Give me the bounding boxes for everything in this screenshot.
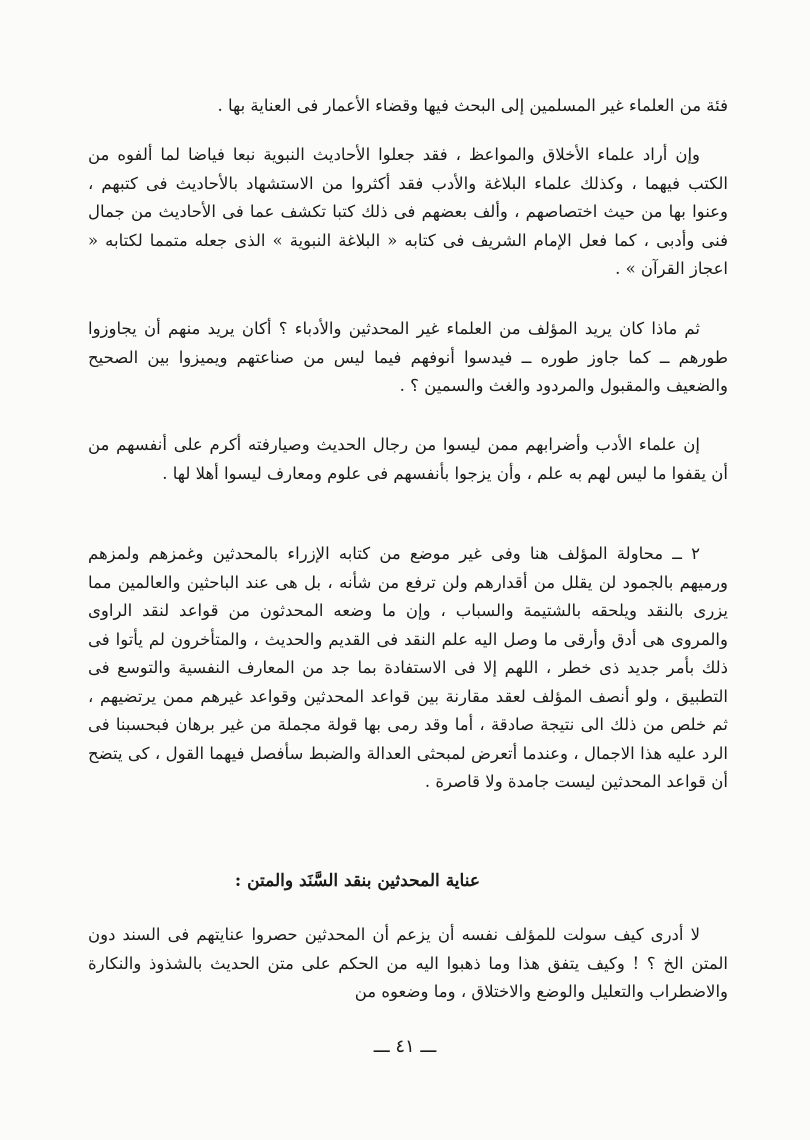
paragraph-5: ٢ ــ محاولة المؤلف هنا وفى غير موضع من كتابه الإزراء بالمحدثين وغمزهم ولمزهم ورميهم بالجمود لن يقلل من أقدارهم ولن ترفع من شأنه ، بل هى عند الباحثين والعالمين مما يزرى بالنقد ويلحقه بالشتيمة والسباب ، وإن ما وضعه المحدثون من قواعد لنقد الراوى والمروى هى أدق وأرقى ما وصل اليه علم النقد فى القديم والحديث ، والمتأخرون لم يأتوا فى ذلك بأمر جديد ذى خطر ، اللهم إلا فى الاستفادة بما جد من المعارف النفسية والتوسع فى التطبيق ، ولو أنصف المؤلف لعقد مقارنة بين قواعد المحدثين وقواعد غيرهم ممن يرتضيهم ، ثم خلص من ذلك الى نتيجة صادقة ، أما وقد رمى بها قولة مجملة من غير برهان فبحسبنا فى الرد عليه هذا الاجمال ، وعندما أتعرض لمبحثى العدالة والضبط سأفصل فيهما القول ، كى يتضح أن قواعد المحدثين ليست جامدة ولا قاصرة .	[88, 544, 728, 791]
paragraph-5-block	[88, 540, 728, 797]
paragraph-1-block	[88, 92, 728, 121]
paragraph-3-block	[88, 315, 728, 401]
paragraph-6: لا أدرى كيف سولت للمؤلف نفسه أن يزعم أن المحدثين حصروا عنايتهم فى السند دون المتن الخ ؟ ! وكيف يتفق هذا وما ذهبوا اليه من الحكم على متن الحديث بالشذوذ والنكارة والاضطراب والتعليل والوضع والاختلاق ، وما وضعوه من	[88, 925, 728, 1001]
page-number: ـــ ٤١ ـــ	[373, 1036, 437, 1057]
paragraph-4: إن علماء الأدب وأضرابهم ممن ليسوا من رجال الحديث وصيارفته أكرم على أنفسهم من أن يقفوا ما ليس لهم به علم ، وأن يزجوا بأنفسهم فى علوم ومعارف ليسوا أهلا لها .	[88, 435, 728, 483]
section-heading: عناية المحدثين بنقد السَّنَد والمتن :	[234, 871, 480, 891]
paragraph-1: فئة من العلماء غير المسلمين إلى البحث فيها وقضاء الأعمار فى العناية بها .	[217, 96, 728, 115]
paragraph-4-block	[88, 431, 728, 488]
paragraph-3: ثم ماذا كان يريد المؤلف من العلماء غير المحدثين والأدباء ؟ أكان يريد منهم أن يجاوزوا طورهم ــ كما جاوز طوره ــ فيدسوا أنوفهم فيما ليس من صناعتهم ويميزوا بين الصحيح والضعيف والمقبول والمردود والغث والسمين ؟ .	[88, 319, 728, 395]
paragraph-2: وإن أراد علماء الأخلاق والمواعظ ، فقد جعلوا الأحاديث النبوية نبعا فياضا لما ألفوه من الكتب فيهما ، وكذلك علماء البلاغة والأدب فقد أكثروا من الاستشهاد بالأحاديث فى كتبهم ، وعنوا بها من حيث اختصاصهم ، وألف بعضهم فى ذلك كتبا تكشف عما فى الأحاديث من جمال فنى وأدبى ، كما فعل الإمام الشريف فى كتابه « البلاغة النبوية » الذى جعله متمما لكتابه « اعجاز القرآن » .	[88, 145, 728, 278]
paragraph-2-block	[88, 141, 728, 284]
paragraph-6-block	[88, 921, 728, 1007]
